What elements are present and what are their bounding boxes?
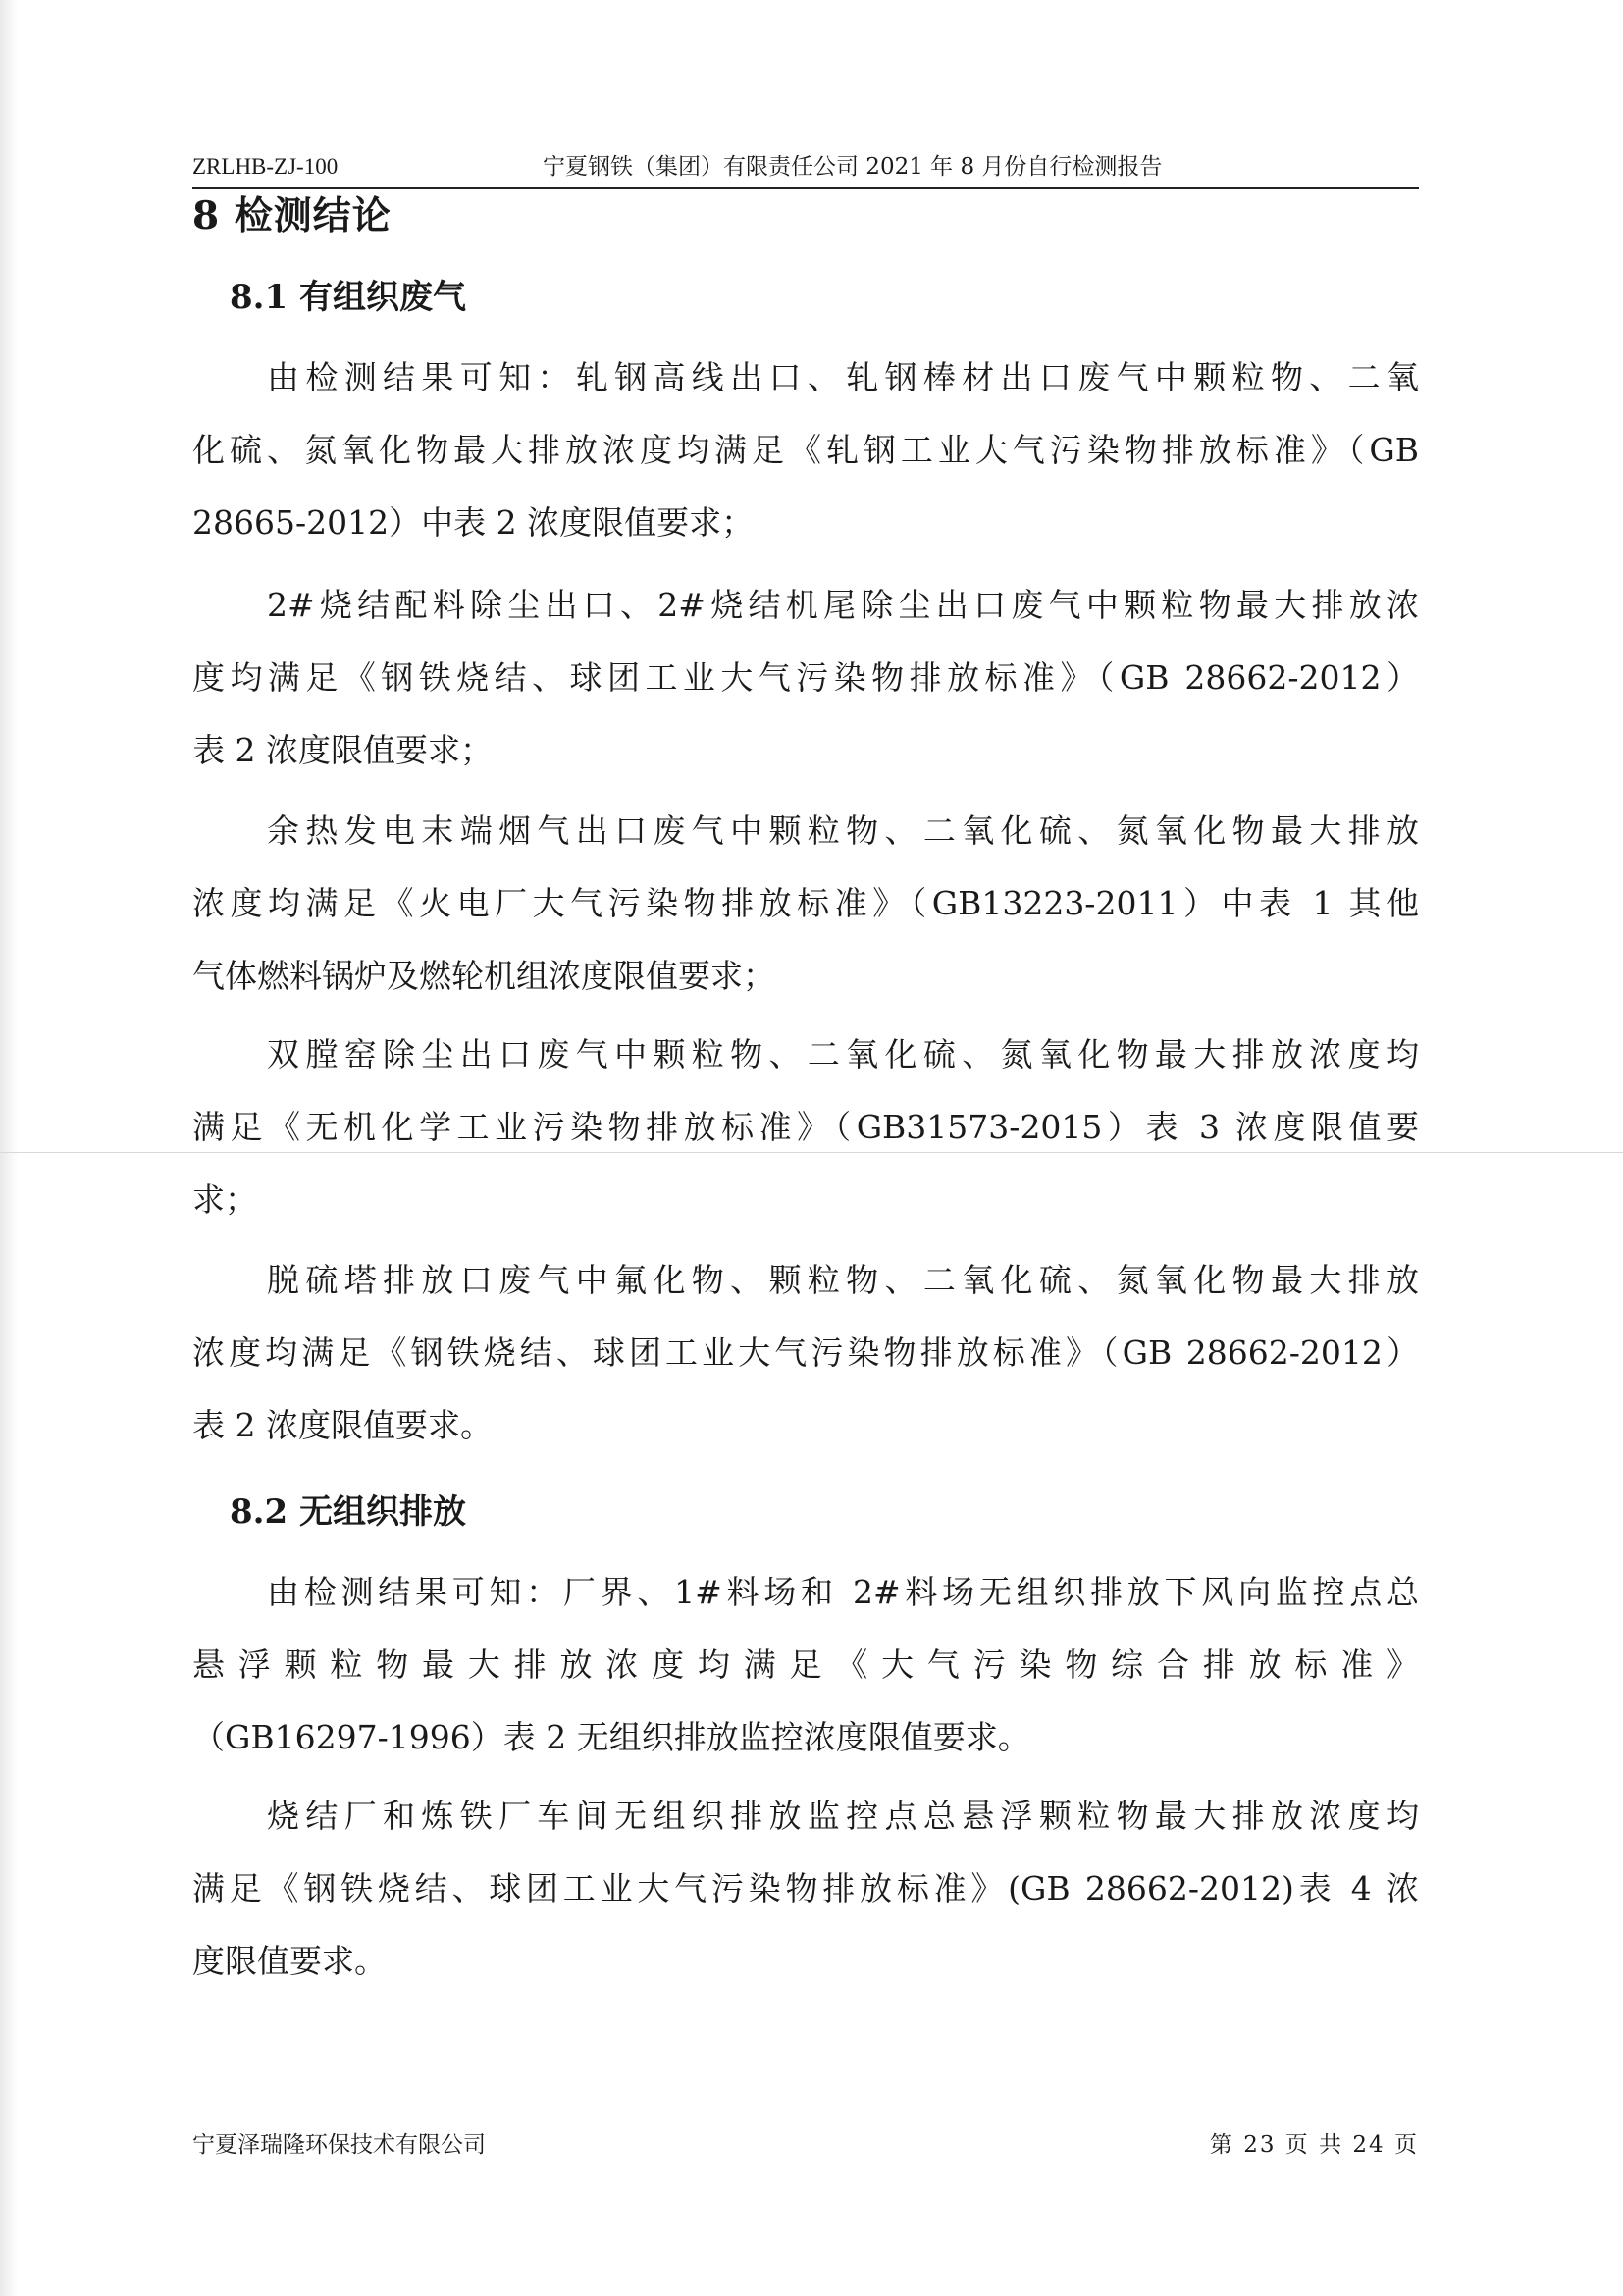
paragraph-line: 度限值要求。 [192, 1942, 387, 1980]
page-header [192, 147, 1419, 186]
paragraph-line: （GB16297-1996）表 2 无组织排放监控浓度限值要求。 [192, 1718, 1030, 1756]
paragraph-line: 化硫、氮氧化物最大排放浓度均满足《轧钢工业大气污染物排放标准》（GB [192, 431, 1419, 469]
paragraph-line: 烧结厂和炼铁厂车间无组织排放监控点总悬浮颗粒物最大排放浓度均 [267, 1797, 1419, 1835]
paragraph-line: 余热发电末端烟气出口废气中颗粒物、二氧化硫、氮氧化物最大排放 [267, 811, 1419, 850]
paragraph-line: 双膛窑除尘出口废气中颗粒物、二氧化硫、氮氧化物最大排放浓度均 [267, 1035, 1419, 1073]
paragraph-line: 度均满足《钢铁烧结、球团工业大气污染物排放标准》（GB 28662-2012） [192, 658, 1419, 697]
report-code: ZRLHB-ZJ-100 [192, 154, 339, 179]
paragraph [192, 1244, 1419, 1462]
page-footer [192, 2125, 1419, 2165]
paragraph-line: 满足《无机化学工业污染物排放标准》（GB31573-2015）表 3 浓度限值要 [192, 1108, 1419, 1146]
paragraph-line: 浓度均满足《火电厂大气污染物排放标准》（GB13223-2011）中表 1 其他 [192, 884, 1419, 922]
subsection-title-8-2: 8.2 无组织排放 [230, 1492, 466, 1532]
paragraph-line: 脱硫塔排放口废气中氟化物、颗粒物、二氧化硫、氮氧化物最大排放 [267, 1261, 1419, 1299]
section-title: 8 检测结论 [192, 193, 392, 238]
scan-fold-line [0, 1152, 1623, 1153]
page-number: 第 23 页 共 24 页 [1209, 2132, 1419, 2158]
paragraph-line: 表 2 浓度限值要求。 [192, 1406, 493, 1444]
paragraph-line: 浓度均满足《钢铁烧结、球团工业大气污染物排放标准》（GB 28662-2012） [192, 1333, 1419, 1372]
subsection-title-8-1: 8.1 有组织废气 [230, 278, 466, 317]
paragraph-line: 表 2 浓度限值要求； [192, 731, 493, 769]
paragraph-line: 求； [192, 1180, 257, 1219]
paragraph [192, 795, 1419, 1013]
report-title: 宁夏钢铁（集团）有限责任公司 2021 年 8 月份自行检测报告 [543, 154, 1163, 180]
paragraph-line: 悬浮颗粒物最大排放浓度均满足《大气污染物综合排放标准》 [192, 1645, 1419, 1684]
paragraph [192, 1556, 1419, 1774]
paragraph-line: 气体燃料锅炉及燃轮机组浓度限值要求； [192, 957, 775, 995]
paragraph [192, 1018, 1419, 1236]
paragraph-line: 由检测结果可知：轧钢高线出口、轧钢棒材出口废气中颗粒物、二氧 [267, 358, 1419, 396]
paragraph-line: 由检测结果可知：厂界、1#料场和 2#料场无组织排放下风向监控点总 [267, 1573, 1419, 1611]
paragraph [192, 1780, 1419, 1998]
paragraph [192, 341, 1419, 559]
scan-edge-shadow [0, 0, 18, 2296]
footer-company: 宁夏泽瑞隆环保技术有限公司 [192, 2132, 486, 2158]
paragraph-line: 满足《钢铁烧结、球团工业大气污染物排放标准》(GB 28662-2012)表 4 浓 [192, 1869, 1419, 1907]
paragraph-line: 2#烧结配料除尘出口、2#烧结机尾除尘出口废气中颗粒物最大排放浓 [267, 586, 1419, 624]
paragraph [192, 569, 1419, 787]
paragraph-line: 28665-2012）中表 2 浓度限值要求； [192, 503, 755, 542]
